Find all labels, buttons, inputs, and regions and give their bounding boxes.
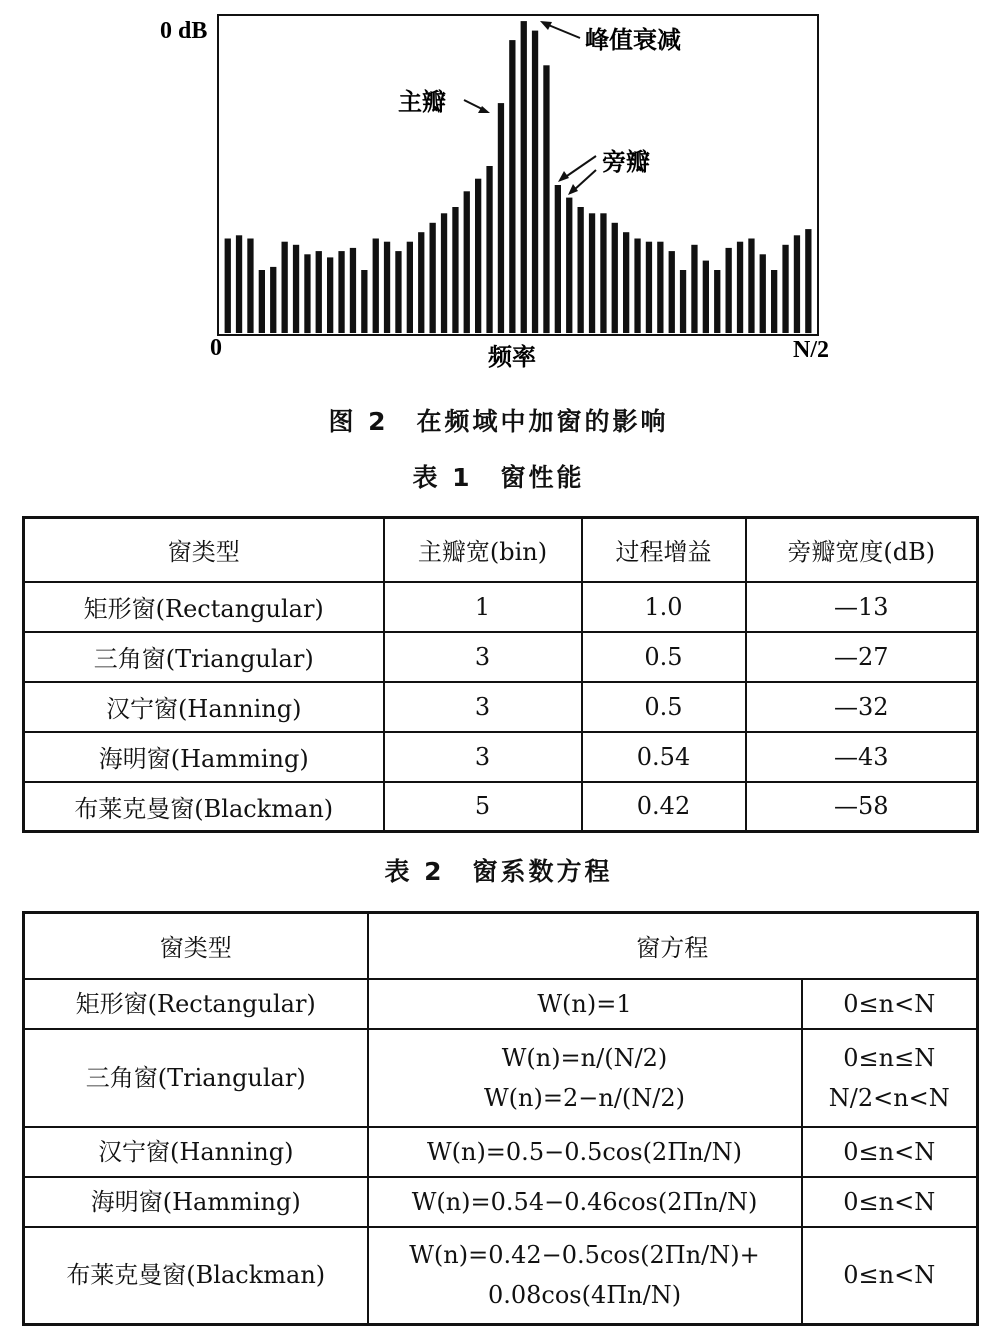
table2-type-cell: 三角窗(Triangular) [24,1029,368,1127]
side-lobe-arrowhead-2 [568,184,578,195]
equation-line: W(n)=n/(N/2) [501,1043,668,1072]
spectrum-bar [464,191,470,333]
spectrum-bar [338,251,344,333]
spectrum-bar [384,242,390,333]
table2-equation-cell: W(n)=0.54−0.46cos(2Πn/N) [368,1177,802,1227]
table-row [24,1029,978,1127]
table-row [24,1177,978,1227]
table-row [24,1127,978,1177]
table2-type-cell: 海明窗(Hamming) [24,1177,368,1227]
y-top-label: 0 dB [160,18,208,44]
spectrum-bar [475,179,481,333]
figure-caption: 图 2 在频域中加窗的影响 [328,407,669,436]
spectrum-bar [612,223,618,333]
table1-cell: —32 [746,682,978,732]
table1-header-cell: 窗类型 [24,518,384,582]
spectrum-bar [771,270,777,333]
spectrum-chart [150,10,850,380]
table1-cell: 矩形窗(Rectangular) [24,582,384,632]
spectrum-bar [782,245,788,333]
spectrum-bar [430,223,436,333]
spectrum-bar [794,235,800,333]
table-row [24,782,978,832]
spectrum-bar [259,270,265,333]
spectrum-bar [623,232,629,333]
equation-line: 0.08cos(4Πn/N) [487,1281,682,1310]
table2-type-cell: 汉宁窗(Hanning) [24,1127,368,1177]
spectrum-bar [680,270,686,333]
table1-cell: 1.0 [582,582,746,632]
table2-header-cell: 窗方程 [368,913,978,979]
table1-cell: 0.5 [582,682,746,732]
table1-cell: 汉宁窗(Hanning) [24,682,384,732]
table1-cell: 三角窗(Triangular) [24,632,384,682]
table1-cell: 0.54 [582,732,746,782]
side-lobe-annotation: 旁瓣 [602,148,650,176]
spectrum-bar [509,40,515,333]
equation-line: W(n)=0.42−0.5cos(2Πn/N)+ [409,1241,760,1270]
table-row [24,682,978,732]
table1-caption: 表 1 窗性能 [412,463,585,492]
equation-line: W(n)=2−n/(N/2) [484,1083,685,1112]
table2-header-cell: 窗类型 [24,913,368,979]
x-right-label: N/2 [793,337,829,363]
table2-range-cell: 0≤n<N [802,1127,978,1177]
peak-annotation: 峰值衰减 [585,26,681,54]
spectrum-bar [748,239,754,334]
spectrum-bar [327,257,333,333]
table1-header-cell: 主瓣宽(bin) [384,518,582,582]
table1-cell: 1 [384,582,582,632]
table1-cell: 3 [384,632,582,682]
spectrum-bar [532,31,538,333]
table-row [24,582,978,632]
spectrum-bar [760,254,766,333]
table2-type-cell: 矩形窗(Rectangular) [24,979,368,1029]
table-row [24,979,978,1029]
spectrum-bar [270,267,276,333]
bars-group [225,21,812,333]
table2-range-cell: 0≤n<N [802,1177,978,1227]
spectrum-bar [350,248,356,333]
table2-header-row [24,913,978,979]
table2-range-cell: 0≤n<N [802,1227,978,1325]
x-left-label: 0 [210,335,222,361]
spectrum-bar [634,239,640,334]
spectrum-bar [441,213,447,333]
main-lobe-annotation: 主瓣 [398,88,446,116]
peak-arrow [546,24,580,38]
table1-header-row [24,518,978,582]
table1-cell: 0.5 [582,632,746,682]
table2-equation-cell [368,1227,802,1325]
spectrum-bar [236,235,242,333]
spectrum-bar [247,239,253,334]
spectrum-bar [669,251,675,333]
table2-equation-cell: W(n)=0.5−0.5cos(2Πn/N) [368,1127,802,1177]
table1-cell: —43 [746,732,978,782]
spectrum-bar [486,166,492,333]
table-row [24,1227,978,1325]
table1-cell: —13 [746,582,978,632]
spectrum-bar [726,248,732,333]
table1-header-cell: 旁瓣宽度(dB) [746,518,978,582]
table-row [24,732,978,782]
table2-equation-cell [368,1029,802,1127]
table2-type-cell: 布莱克曼窗(Blackman) [24,1227,368,1325]
spectrum-bar [373,239,379,334]
spectrum-bar [566,198,572,333]
spectrum-bar [304,254,310,333]
spectrum-bar [418,232,424,333]
spectrum-figure [150,10,850,380]
x-axis-label: 频率 [488,343,536,371]
table1-cell: 布莱克曼窗(Blackman) [24,782,384,832]
table1-cell: —58 [746,782,978,832]
spectrum-bar [589,213,595,333]
spectrum-bar [555,185,561,333]
table-row [24,632,978,682]
window-performance-table [22,516,979,833]
table1-cell: 0.42 [582,782,746,832]
spectrum-bar [225,239,231,334]
spectrum-bar [316,251,322,333]
spectrum-bar [407,242,413,333]
spectrum-bar [600,213,606,333]
spectrum-bar [578,207,584,333]
spectrum-bar [395,251,401,333]
table2-equation-cell: W(n)=1 [368,979,802,1029]
table2-caption: 表 2 窗系数方程 [384,857,613,886]
peak-arrowhead [540,21,552,30]
spectrum-bar [805,229,811,333]
spectrum-bar [691,245,697,333]
spectrum-bar [737,242,743,333]
spectrum-bar [521,21,527,333]
table1-cell: 3 [384,732,582,782]
range-line: N/2<n<N [828,1083,950,1112]
spectrum-bar [657,242,663,333]
range-line: 0≤n≤N [843,1043,936,1072]
table2-range-cell [802,1029,978,1127]
side-lobe-arrowhead-1 [558,171,569,182]
spectrum-bar [714,270,720,333]
spectrum-bar [543,65,549,333]
window-equation-table [22,911,979,1326]
table1-header-cell: 过程增益 [582,518,746,582]
spectrum-bar [452,207,458,333]
side-lobe-arrow-2 [574,170,596,190]
spectrum-bar [646,242,652,333]
table1-cell: —27 [746,632,978,682]
spectrum-bar [703,261,709,334]
spectrum-bar [282,242,288,333]
spectrum-bar [361,270,367,333]
table1-cell: 5 [384,782,582,832]
table2-range-cell: 0≤n<N [802,979,978,1029]
spectrum-bar [293,245,299,333]
table1-cell: 3 [384,682,582,732]
table1-cell: 海明窗(Hamming) [24,732,384,782]
spectrum-bar [498,103,504,333]
